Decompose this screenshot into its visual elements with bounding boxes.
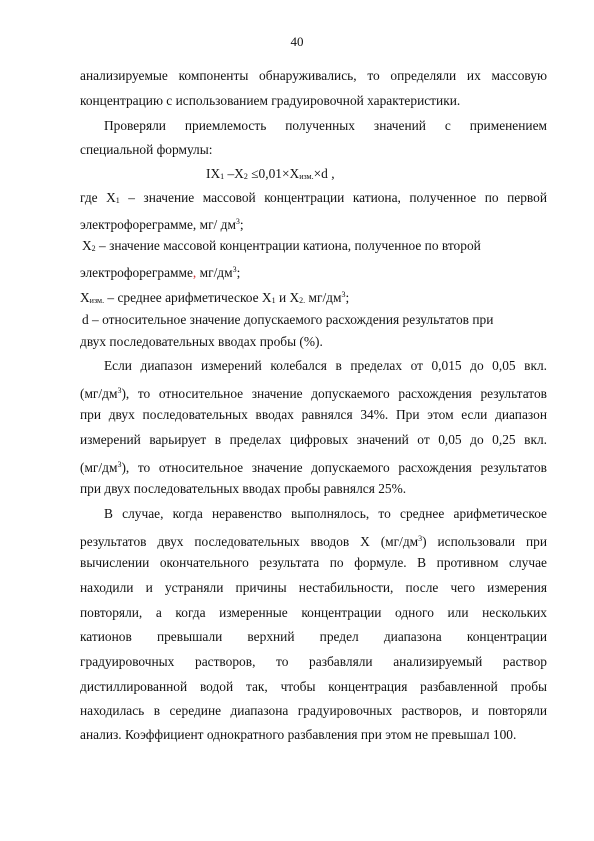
formula-suffix: ×d , <box>313 166 335 181</box>
definition-x2-text: – значение массовой концентрации катиона, полученное по второй <box>95 238 481 253</box>
definition-x1-sup: 3 <box>235 217 240 226</box>
definition-x1-end: ; <box>239 217 244 232</box>
formula <box>206 166 335 185</box>
paragraph-4-line-8: дистиллированной водой так, чтобы концентрация разбавленной пробы <box>80 679 547 694</box>
paragraph-3-sup: 3 <box>117 386 122 395</box>
definition-x2-sub: 2 <box>91 244 96 253</box>
definition-xizm-and: и X <box>275 290 300 305</box>
paragraph-4-line-9: находилась в середине диапазона градуировочных растворов, и повторяли <box>80 703 547 718</box>
paragraph-3-text-2: ), то относительное значение допускаемого расхождения результатов <box>121 460 547 475</box>
definition-xizm-unit: мг/дм <box>305 290 342 305</box>
paragraph-3-line-1: Если диапазон измерений колебался в пределах от 0,015 до 0,05 вкл. <box>104 358 547 373</box>
paragraph-4-line-5: повторяли, а когда измеренные концентрации одного или нескольких <box>80 605 547 620</box>
definition-x1-line-1 <box>80 190 547 209</box>
paragraph-3-sup-2: 3 <box>117 460 122 469</box>
definition-x1-sub: 1 <box>115 196 120 205</box>
page-number: 40 <box>290 34 304 49</box>
definition-x2-line-2 <box>80 262 240 281</box>
definition-x2-continuation: электрофореграмме <box>80 265 193 280</box>
paragraph-3-unit: (мг/дм <box>80 386 118 401</box>
definition-d-line-1: d – относительное значение допускаемого расхождения результатов при <box>82 312 494 327</box>
definition-d-line-2: двух последовательных вводах пробы (%). <box>80 334 323 349</box>
formula-prefix: IX <box>206 166 221 181</box>
paragraph-3-line-2 <box>80 383 547 402</box>
definition-x2-line-1 <box>82 238 481 257</box>
paragraph-1-line-2: концентрацию с использованием градуировочной характеристики. <box>80 93 461 108</box>
definition-x1-text: – значение массовой концентрации катиона, полученное по первой <box>119 190 547 205</box>
paragraph-2-line-2: специальной формулы: <box>80 142 213 157</box>
paragraph-3-unit-2: (мг/дм <box>80 460 118 475</box>
red-comma: , <box>192 265 197 280</box>
paragraph-4-line-6: катионов превышали верхний предел диапазона концентрации <box>80 629 547 644</box>
definition-x1-continuation: электрофореграмме, мг/ дм <box>80 217 236 232</box>
definition-x1-prefix: где X <box>80 190 116 205</box>
formula-middle-1: –X <box>224 166 244 181</box>
definition-x2-end: ; <box>236 265 241 280</box>
definition-xizm-end: ; <box>345 290 350 305</box>
paragraph-4-text-b: ) использовали при <box>422 534 547 549</box>
paragraph-4-line-1: В случае, когда неравенство выполнялось, то среднее арифметическое <box>104 506 547 521</box>
paragraph-4-line-7: градуировочных растворов, то разбавляли анализируемый раствор <box>80 654 547 669</box>
paragraph-3-text: ), то относительное значение допускаемого расхождения результатов <box>121 386 547 401</box>
definition-x2-unit: мг/дм <box>196 265 233 280</box>
paragraph-4-line-10: анализ. Коэффициент однократного разбавления при этом не превышал 100. <box>80 727 517 742</box>
definition-x2-sup: 3 <box>232 265 237 274</box>
formula-middle-2: ≤0,01×X <box>247 166 300 181</box>
definition-x2-prefix: X <box>82 238 92 253</box>
definition-xizm-sub1: 1 <box>271 296 276 305</box>
definition-xizm <box>80 287 349 309</box>
paragraph-2-line-1: Проверяли приемлемость полученных значений с применением <box>104 118 547 133</box>
paragraph-3-line-5 <box>80 457 547 476</box>
definition-xizm-sub2: 2. <box>299 296 306 305</box>
formula-sub-1: 1 <box>220 172 225 181</box>
paragraph-3-line-6: при двух последовательных вводах пробы равнялся 25%. <box>80 481 407 496</box>
paragraph-3-line-3: при двух последовательных вводах равнялся 34%. При этом если диапазон <box>80 407 547 422</box>
paragraph-3-line-4: измерений варьирует в пределах цифровых значений от 0,05 до 0,25 вкл. <box>80 432 547 447</box>
paragraph-4-line-2 <box>80 531 547 550</box>
definition-xizm-text: – среднее арифметическое X <box>104 290 272 305</box>
paragraph-1-line-1: анализируемые компоненты обнаруживались, то определяли их массовую <box>80 68 547 83</box>
definition-xizm-prefix: X <box>80 290 90 305</box>
definition-xizm-sub: изм. <box>89 296 105 305</box>
formula-sub-2: 2 <box>243 172 248 181</box>
definition-xizm-sup: 3 <box>341 290 346 299</box>
paragraph-4-sup: 3 <box>418 534 423 543</box>
paragraph-4-line-3: вычислении окончательного результата по формуле. В противном случае <box>80 555 547 570</box>
paragraph-4-line-4: находили и устраняли причины нестабильности, после чего измерения <box>80 580 547 595</box>
paragraph-4-text-a: результатов двух последовательных вводов X (мг/дм <box>80 534 419 549</box>
definition-x1-line-2 <box>80 214 244 233</box>
formula-sub-3: изм. <box>299 172 314 181</box>
